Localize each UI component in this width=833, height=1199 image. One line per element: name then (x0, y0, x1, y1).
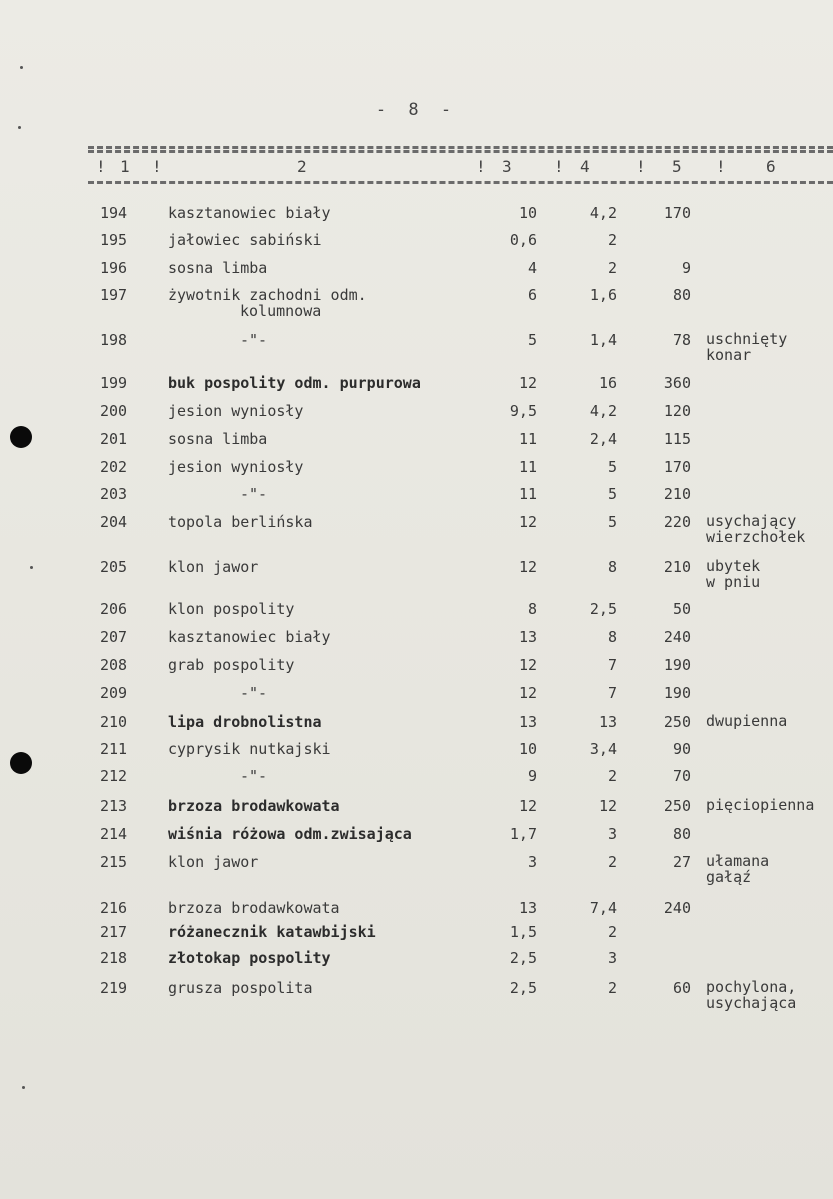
value-col-5: 115 (663, 430, 691, 448)
row-number: 208 (100, 656, 128, 674)
species-name: klon pospolity (168, 600, 295, 618)
value-col-3: 11 (518, 430, 537, 448)
value-col-4: 2 (607, 923, 617, 941)
value-col-4: 3,4 (589, 740, 617, 758)
species-name: klon jawor (168, 853, 259, 871)
remarks-line-2: usychająca (706, 994, 797, 1012)
row-number: 198 (100, 331, 128, 349)
page-number: - 8 - (375, 100, 458, 120)
value-col-4: 3 (607, 949, 617, 967)
species-name: sosna limba (168, 259, 268, 277)
value-col-4: 2 (607, 231, 617, 249)
species-name: jesion wyniosły (168, 402, 304, 420)
value-col-3: 12 (518, 513, 537, 531)
species-name: wiśnia różowa odm.zwisająca (168, 825, 412, 843)
value-col-5: 250 (663, 797, 691, 815)
value-col-4: 2 (607, 767, 617, 785)
value-col-5: 210 (663, 485, 691, 503)
value-col-5: 240 (663, 628, 691, 646)
value-col-3: 1,7 (509, 825, 537, 843)
value-col-4: 4,2 (589, 402, 617, 420)
value-col-4: 8 (607, 558, 617, 576)
value-col-5: 70 (672, 767, 691, 785)
value-col-3: 2,5 (509, 949, 537, 967)
value-col-3: 13 (518, 713, 537, 731)
species-name: -"- (240, 485, 268, 503)
row-number: 196 (100, 259, 128, 277)
species-name: buk pospolity odm. purpurowa (168, 374, 421, 392)
species-name-line-2: kolumnowa (240, 302, 322, 320)
remarks: pięciopienna (706, 796, 815, 814)
value-col-5: 120 (663, 402, 691, 420)
header-col-5: 5 (672, 157, 682, 176)
remarks-line-2: w pniu (706, 573, 761, 591)
remarks: pochylona, (706, 978, 797, 996)
value-col-3: 4 (527, 259, 537, 277)
row-number: 209 (100, 684, 128, 702)
species-name: sosna limba (168, 430, 268, 448)
value-col-5: 240 (663, 899, 691, 917)
paper-speck (18, 126, 21, 129)
value-col-3: 12 (518, 374, 537, 392)
punch-hole (10, 752, 32, 774)
value-col-5: 210 (663, 558, 691, 576)
value-col-4: 1,6 (589, 286, 617, 304)
row-number: 199 (100, 374, 128, 392)
species-name: jesion wyniosły (168, 458, 304, 476)
species-name: jałowiec sabiński (168, 231, 322, 249)
header-rule-bottom (88, 181, 833, 186)
value-col-3: 9,5 (509, 402, 537, 420)
value-col-4: 2,5 (589, 600, 617, 618)
value-col-3: 13 (518, 628, 537, 646)
remarks: usychający (706, 512, 797, 530)
value-col-5: 78 (672, 331, 691, 349)
value-col-4: 8 (607, 628, 617, 646)
value-col-4: 2 (607, 979, 617, 997)
row-number: 197 (100, 286, 128, 304)
value-col-5: 190 (663, 656, 691, 674)
paper-speck (20, 66, 23, 69)
species-name: -"- (240, 331, 268, 349)
row-number: 217 (100, 923, 128, 941)
value-col-3: 2,5 (509, 979, 537, 997)
value-col-5: 27 (672, 853, 691, 871)
species-name: cyprysik nutkajski (168, 740, 331, 758)
remarks: ułamana (706, 852, 770, 870)
value-col-4: 1,4 (589, 331, 617, 349)
header-col-6: 6 (766, 157, 776, 176)
value-col-5: 80 (672, 286, 691, 304)
row-number: 194 (100, 204, 128, 222)
species-name: kasztanowiec biały (168, 628, 331, 646)
value-col-4: 2 (607, 259, 617, 277)
value-col-3: 12 (518, 797, 537, 815)
species-name: -"- (240, 684, 268, 702)
column-separator: ! (476, 157, 486, 176)
row-number: 200 (100, 402, 128, 420)
column-separator: ! (716, 157, 726, 176)
value-col-5: 80 (672, 825, 691, 843)
value-col-3: 10 (518, 204, 537, 222)
column-separator: ! (554, 157, 564, 176)
value-col-5: 170 (663, 458, 691, 476)
value-col-3: 11 (518, 485, 537, 503)
value-col-5: 170 (663, 204, 691, 222)
row-number: 211 (100, 740, 128, 758)
value-col-4: 5 (607, 458, 617, 476)
value-col-5: 60 (672, 979, 691, 997)
value-col-3: 12 (518, 558, 537, 576)
row-number: 212 (100, 767, 128, 785)
value-col-4: 2 (607, 853, 617, 871)
value-col-5: 190 (663, 684, 691, 702)
row-number: 210 (100, 713, 128, 731)
row-number: 215 (100, 853, 128, 871)
row-number: 214 (100, 825, 128, 843)
species-name: żywotnik zachodni odm. (168, 286, 367, 304)
value-col-4: 5 (607, 513, 617, 531)
punch-hole (10, 426, 32, 448)
header-col-3: 3 (502, 157, 512, 176)
remarks: dwupienna (706, 712, 788, 730)
value-col-4: 7 (607, 656, 617, 674)
row-number: 207 (100, 628, 128, 646)
value-col-3: 8 (527, 600, 537, 618)
remarks: uschnięty (706, 330, 788, 348)
value-col-4: 7,4 (589, 899, 617, 917)
row-number: 219 (100, 979, 128, 997)
value-col-3: 5 (527, 331, 537, 349)
value-col-3: 9 (527, 767, 537, 785)
species-name: topola berlińska (168, 513, 313, 531)
paper-speck (22, 1086, 25, 1089)
value-col-4: 3 (607, 825, 617, 843)
value-col-4: 5 (607, 485, 617, 503)
remarks-line-2: konar (706, 346, 752, 364)
header-rule-top-2 (88, 150, 833, 155)
value-col-5: 90 (672, 740, 691, 758)
species-name: grab pospolity (168, 656, 295, 674)
value-col-4: 12 (598, 797, 617, 815)
species-name: kasztanowiec biały (168, 204, 331, 222)
column-separator: ! (96, 157, 106, 176)
value-col-3: 10 (518, 740, 537, 758)
species-name: złotokap pospolity (168, 949, 331, 967)
value-col-5: 9 (681, 259, 691, 277)
value-col-5: 250 (663, 713, 691, 731)
value-col-4: 2,4 (589, 430, 617, 448)
value-col-3: 13 (518, 899, 537, 917)
row-number: 206 (100, 600, 128, 618)
species-name: lipa drobnolistna (168, 713, 322, 731)
row-number: 218 (100, 949, 128, 967)
row-number: 203 (100, 485, 128, 503)
value-col-3: 12 (518, 656, 537, 674)
value-col-4: 13 (598, 713, 617, 731)
species-name: -"- (240, 767, 268, 785)
value-col-3: 6 (527, 286, 537, 304)
row-number: 213 (100, 797, 128, 815)
value-col-5: 360 (663, 374, 691, 392)
species-name: brzoza brodawkowata (168, 899, 340, 917)
row-number: 201 (100, 430, 128, 448)
value-col-3: 3 (527, 853, 537, 871)
paper-speck (30, 566, 33, 569)
species-name: grusza pospolita (168, 979, 313, 997)
value-col-3: 1,5 (509, 923, 537, 941)
remarks: ubytek (706, 557, 761, 575)
value-col-3: 0,6 (509, 231, 537, 249)
header-col-2: 2 (297, 157, 307, 176)
species-name: różanecznik katawbijski (168, 923, 376, 941)
remarks-line-2: gałąź (706, 868, 752, 886)
header-col-4: 4 (580, 157, 590, 176)
value-col-3: 12 (518, 684, 537, 702)
header-col-1: 1 (120, 157, 130, 176)
remarks-line-2: wierzchołek (706, 528, 806, 546)
value-col-4: 7 (607, 684, 617, 702)
value-col-3: 11 (518, 458, 537, 476)
value-col-4: 16 (598, 374, 617, 392)
row-number: 205 (100, 558, 128, 576)
species-name: brzoza brodawkowata (168, 797, 340, 815)
value-col-4: 4,2 (589, 204, 617, 222)
value-col-5: 220 (663, 513, 691, 531)
column-separator: ! (152, 157, 162, 176)
row-number: 195 (100, 231, 128, 249)
column-separator: ! (636, 157, 646, 176)
species-name: klon jawor (168, 558, 259, 576)
value-col-5: 50 (672, 600, 691, 618)
row-number: 202 (100, 458, 128, 476)
row-number: 216 (100, 899, 128, 917)
row-number: 204 (100, 513, 128, 531)
